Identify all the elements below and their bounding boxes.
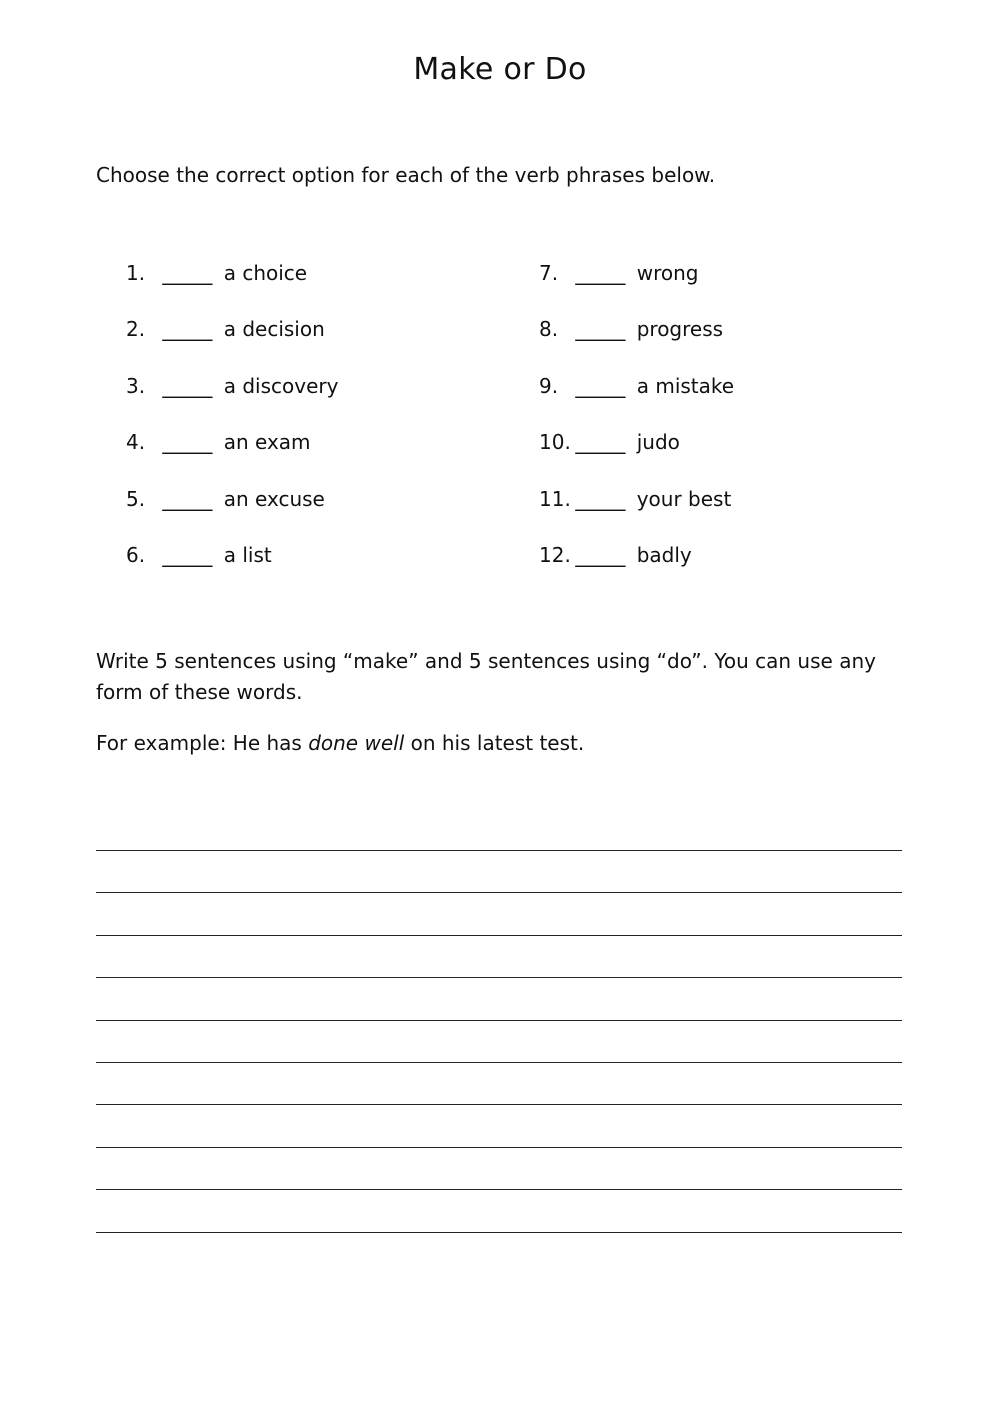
item-number: 3. bbox=[126, 373, 146, 398]
answer-blank[interactable]: _____ bbox=[575, 542, 626, 567]
writing-line-rule bbox=[96, 1147, 902, 1148]
item-number: 9. bbox=[539, 373, 559, 398]
answer-blank[interactable]: _____ bbox=[575, 373, 626, 398]
answer-blank[interactable]: _____ bbox=[162, 542, 213, 567]
writing-line[interactable] bbox=[96, 850, 902, 892]
writing-line[interactable] bbox=[96, 935, 902, 977]
item-number: 8. bbox=[539, 317, 559, 342]
writing-line-rule bbox=[96, 1104, 902, 1105]
phrase-text: a choice bbox=[223, 261, 308, 285]
phrase-list-left bbox=[126, 258, 338, 596]
instructions: Choose the correct option for each of the verb phrases below. bbox=[96, 163, 716, 187]
answer-blank[interactable]: _____ bbox=[162, 373, 213, 398]
writing-line-rule bbox=[96, 977, 902, 978]
phrase-item bbox=[126, 258, 338, 314]
phrase-item bbox=[539, 484, 734, 540]
phrase-text: progress bbox=[636, 317, 724, 342]
item-number: 4. bbox=[126, 430, 146, 455]
page-title: Make or Do bbox=[413, 52, 587, 87]
phrase-item bbox=[539, 427, 734, 483]
phrase-item bbox=[126, 484, 338, 540]
phrase-text: judo bbox=[636, 430, 680, 455]
writing-line-rule bbox=[96, 1189, 902, 1190]
writing-line[interactable] bbox=[96, 1104, 902, 1146]
item-number: 7. bbox=[539, 261, 559, 285]
phrase-text: wrong bbox=[636, 261, 699, 285]
writing-line[interactable] bbox=[96, 1232, 902, 1274]
example-suffix: on his latest test. bbox=[410, 731, 585, 755]
answer-blank[interactable]: _____ bbox=[575, 486, 626, 511]
phrase-item bbox=[539, 371, 734, 427]
writing-line[interactable] bbox=[96, 1189, 902, 1231]
phrase-item bbox=[539, 540, 734, 596]
phrase-item bbox=[126, 371, 338, 427]
phrase-text: your best bbox=[636, 486, 732, 511]
writing-line-rule bbox=[96, 1062, 902, 1063]
phrase-text: badly bbox=[636, 542, 692, 567]
item-number: 1. bbox=[126, 261, 146, 285]
phrase-text: a list bbox=[223, 542, 272, 567]
phrase-list-right bbox=[539, 258, 734, 596]
item-number: 6. bbox=[126, 542, 146, 567]
writing-lines bbox=[96, 850, 902, 1274]
answer-blank[interactable]: _____ bbox=[162, 261, 213, 285]
phrase-text: a mistake bbox=[636, 373, 735, 398]
example-emphasis: done well bbox=[308, 731, 405, 755]
phrase-text: an exam bbox=[223, 430, 311, 455]
item-number: 12. bbox=[539, 542, 571, 567]
phrase-text: an excuse bbox=[223, 486, 325, 511]
phrase-text: a discovery bbox=[223, 373, 339, 398]
item-number: 5. bbox=[126, 486, 146, 511]
item-number: 11. bbox=[539, 486, 571, 511]
writing-line-rule bbox=[96, 892, 902, 893]
answer-blank[interactable]: _____ bbox=[162, 317, 213, 342]
phrase-item bbox=[539, 258, 734, 314]
item-number: 10. bbox=[539, 430, 571, 455]
phrase-item bbox=[126, 427, 338, 483]
answer-blank[interactable]: _____ bbox=[162, 430, 213, 455]
item-number: 2. bbox=[126, 317, 146, 342]
answer-blank[interactable]: _____ bbox=[575, 430, 626, 455]
example-sentence bbox=[96, 728, 584, 759]
example-prefix: For example: He has bbox=[96, 731, 302, 755]
phrase-item bbox=[126, 540, 338, 596]
writing-line[interactable] bbox=[96, 1147, 902, 1189]
writing-line-rule bbox=[96, 1232, 902, 1233]
phrase-item bbox=[126, 314, 338, 370]
writing-line-rule bbox=[96, 1020, 902, 1021]
phrase-text: a decision bbox=[223, 317, 325, 342]
answer-blank[interactable]: _____ bbox=[575, 317, 626, 342]
writing-line[interactable] bbox=[96, 1062, 902, 1104]
answer-blank[interactable]: _____ bbox=[575, 261, 626, 285]
writing-line-rule bbox=[96, 935, 902, 936]
writing-line[interactable] bbox=[96, 977, 902, 1019]
writing-task-instructions: Write 5 sentences using “make” and 5 sentences using “do”. You can use any form of these words. bbox=[96, 649, 876, 704]
answer-blank[interactable]: _____ bbox=[162, 486, 213, 511]
phrase-item bbox=[539, 314, 734, 370]
writing-line-rule bbox=[96, 850, 902, 851]
writing-line[interactable] bbox=[96, 892, 902, 934]
writing-line[interactable] bbox=[96, 1020, 902, 1062]
